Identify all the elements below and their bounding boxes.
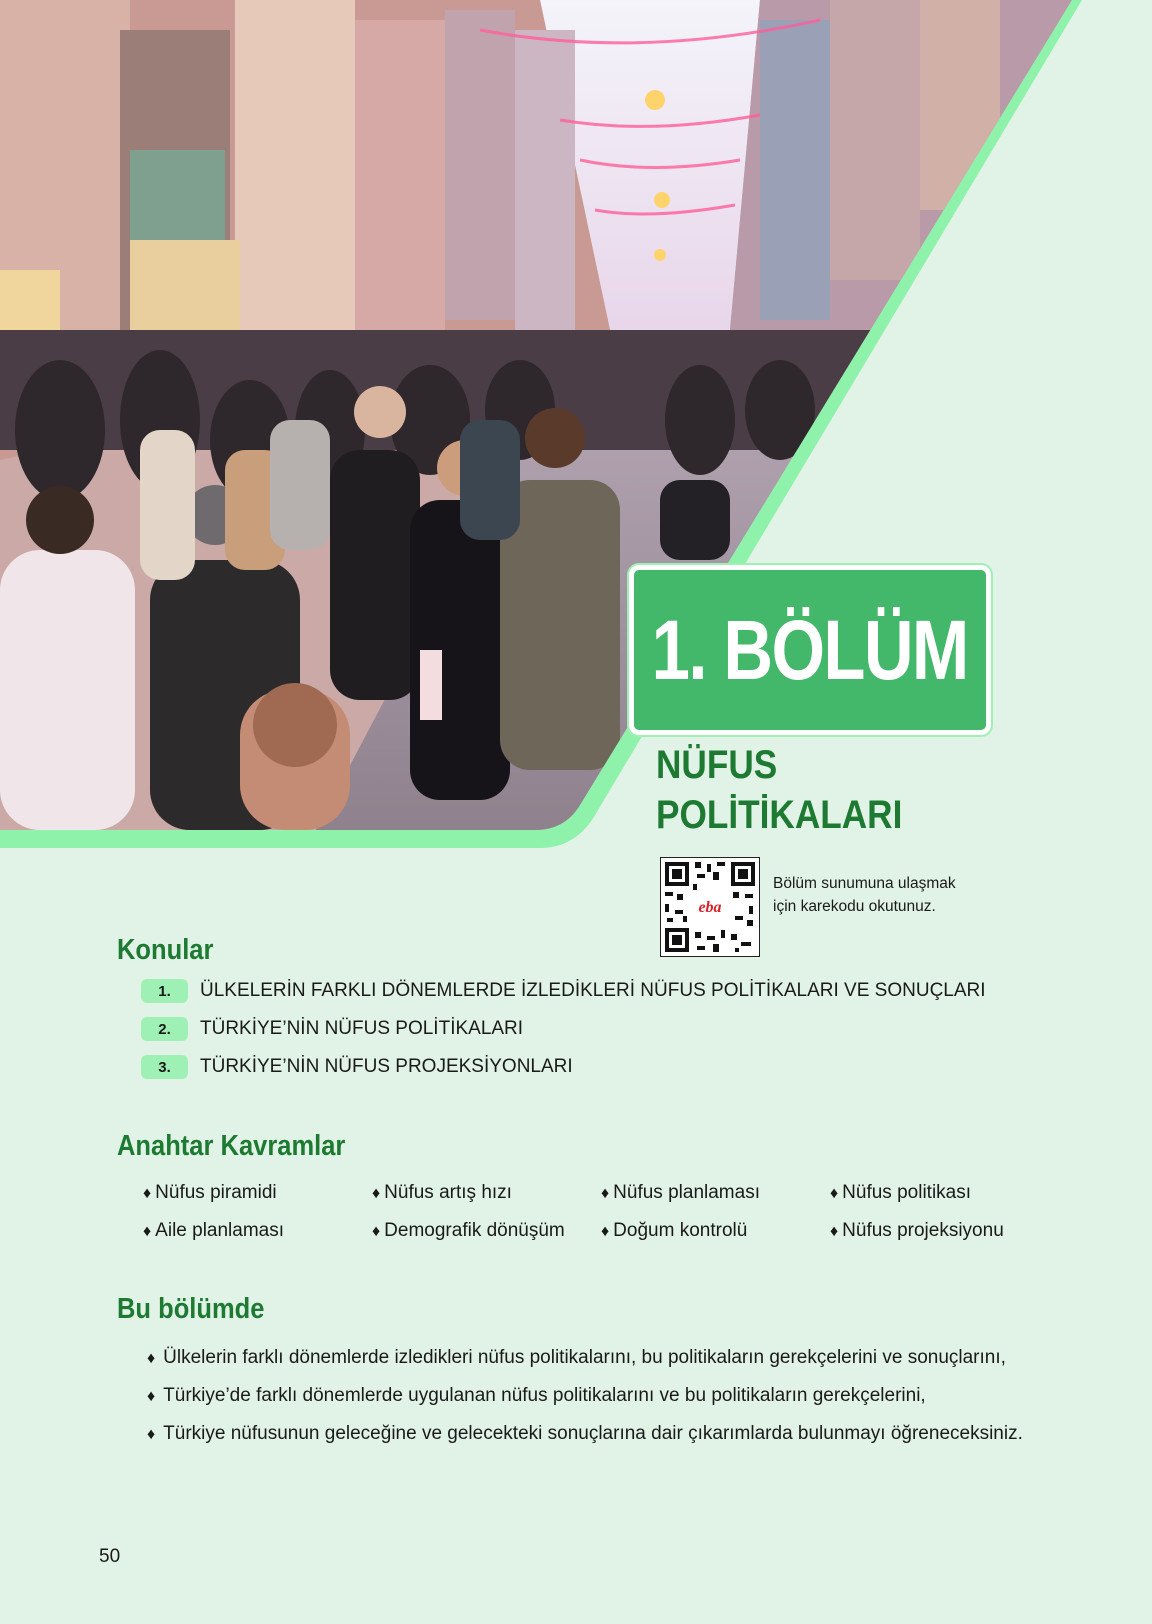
chapter-number-box — [629, 565, 991, 735]
concept-text: Nüfus politikası — [842, 1182, 972, 1203]
chapter-title-line2: POLİTİKALARI — [656, 793, 903, 837]
concept-text: Nüfus projeksiyonu — [842, 1220, 1004, 1241]
topics-heading: Konular — [117, 934, 214, 966]
concept-text: Nüfus artış hızı — [384, 1182, 512, 1203]
topic-item — [141, 1053, 573, 1081]
learning-goal-item — [147, 1423, 1023, 1445]
concept-item — [830, 1182, 971, 1204]
topic-number: 1. — [141, 979, 188, 1003]
topic-text: TÜRKİYE’NİN NÜFUS PROJEKSİYONLARI — [200, 1056, 573, 1077]
key-concepts-heading: Anahtar Kavramlar — [117, 1130, 346, 1162]
concept-item — [372, 1182, 512, 1204]
learning-goal-item — [147, 1347, 1006, 1369]
topic-number: 2. — [141, 1017, 188, 1041]
topic-item — [141, 977, 986, 1005]
qr-code[interactable] — [660, 857, 760, 957]
concept-item — [830, 1220, 1004, 1242]
concept-text: Doğum kontrolü — [613, 1220, 748, 1241]
topic-text: ÜLKELERİN FARKLI DÖNEMLERDE İZLEDİKLERİ NÜFUS POLİTİKALARI VE SONUÇLARI — [200, 980, 986, 1001]
diamond-bullet-icon: ♦ — [143, 1223, 152, 1240]
learning-goal-text: Türkiye nüfusunun geleceğine ve gelecekteki sonuçlarına dair çıkarımlarda bulunmayı öğreneceksiniz. — [163, 1423, 1023, 1444]
qr-instruction: Bölüm sunumuna ulaşmak için karekodu okutunuz. — [773, 875, 956, 915]
page-number: 50 — [99, 1546, 121, 1567]
diamond-bullet-icon: ♦ — [147, 1426, 156, 1443]
concept-item — [601, 1220, 747, 1242]
diamond-bullet-icon: ♦ — [372, 1223, 381, 1240]
concept-text: Nüfus planlaması — [613, 1182, 760, 1203]
topic-text: TÜRKİYE’NİN NÜFUS POLİTİKALARI — [200, 1018, 524, 1039]
concept-text: Nüfus piramidi — [155, 1182, 277, 1203]
diamond-bullet-icon: ♦ — [147, 1388, 156, 1405]
concept-item — [601, 1182, 760, 1204]
eba-logo: eba — [698, 899, 722, 916]
learning-goal-item — [147, 1385, 926, 1407]
learning-goals-heading: Bu bölümde — [117, 1293, 265, 1325]
learning-goal-text: Ülkelerin farklı dönemlerde izledikleri nüfus politikalarını, bu politikaların gerekçelerini ve sonuçlarını, — [163, 1347, 1006, 1368]
diamond-bullet-icon: ♦ — [601, 1185, 610, 1202]
concept-text: Aile planlaması — [155, 1220, 285, 1241]
concept-item — [372, 1220, 565, 1242]
topic-number: 3. — [141, 1055, 188, 1079]
concept-item — [143, 1182, 277, 1204]
topic-item — [141, 1015, 523, 1043]
diamond-bullet-icon: ♦ — [601, 1223, 610, 1240]
concept-text: Demografik dönüşüm — [384, 1220, 565, 1241]
diamond-bullet-icon: ♦ — [830, 1223, 839, 1240]
diamond-bullet-icon: ♦ — [830, 1185, 839, 1202]
diamond-bullet-icon: ♦ — [143, 1185, 152, 1202]
learning-goal-text: Türkiye’de farklı dönemlerde uygulanan nüfus politikalarını ve bu politikaların gerekçelerini, — [163, 1385, 926, 1406]
chapter-label: 1. BÖLÜM — [652, 602, 968, 697]
diamond-bullet-icon: ♦ — [147, 1350, 156, 1367]
diamond-bullet-icon: ♦ — [372, 1185, 381, 1202]
concept-item — [143, 1220, 284, 1242]
chapter-title-line1: NÜFUS — [656, 743, 778, 787]
chapter-title — [656, 740, 920, 840]
